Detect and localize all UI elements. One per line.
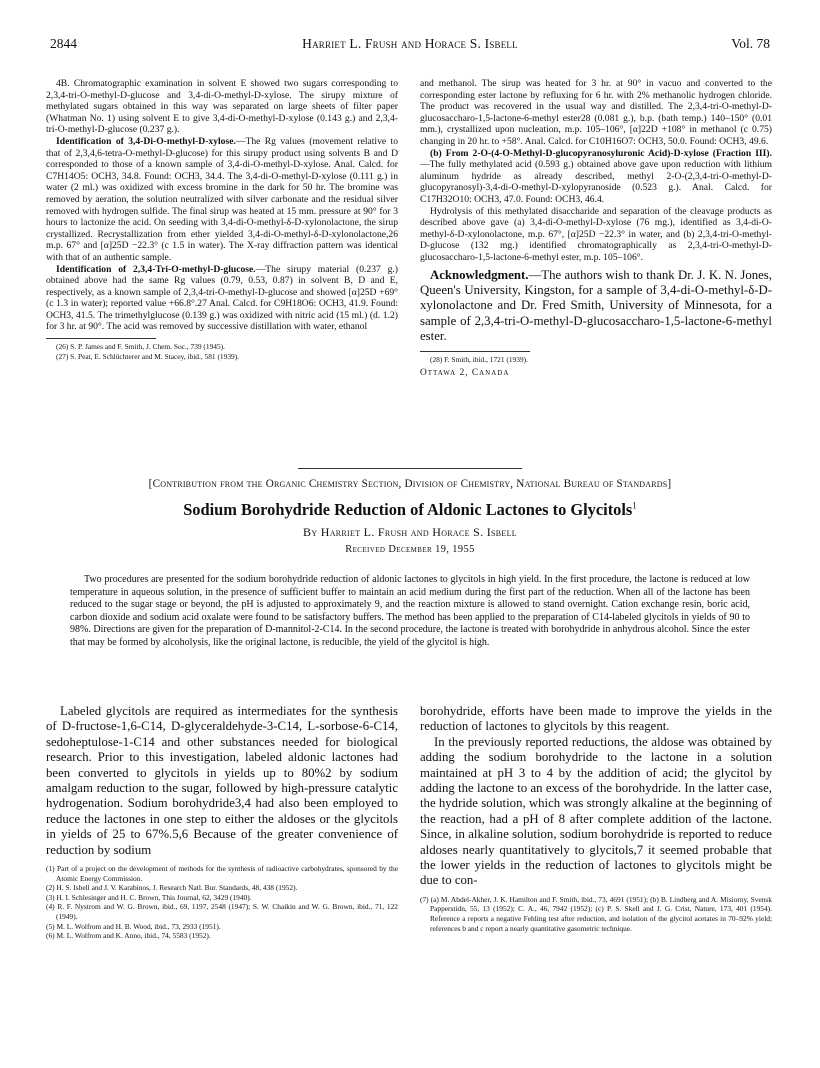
page-number: 2844 bbox=[50, 36, 77, 51]
paragraph bbox=[46, 136, 398, 264]
footnote: (4) R. F. Nystrom and W. G. Brown, ibid., 69, 1197, 2548 (1947); S. W. Chaikin and W. G. Brown, ibid., 71, 122 (1949). bbox=[46, 902, 398, 922]
running-head-authors: Harriet L. Frush and Horace S. Isbell bbox=[302, 36, 518, 51]
paragraph-text: —The fully methylated acid (0.593 g.) obtained above gave upon reduction with lithium aluminum hydride as already described, methyl 2-O-(2,3,4-tri-O-methyl-D-glucopyranosyl)-3,4-di-O-methyl-D-xylopyranoside (0.523 g.). Anal. Calcd. for C17H32O10: OCH3, 47.0. Found: OCH3, 46.4. bbox=[420, 159, 772, 205]
top-right-column bbox=[420, 78, 772, 378]
footnote: (26) S. P. James and F. Smith, J. Chem. Soc., 739 (1945). bbox=[56, 342, 225, 352]
running-header bbox=[50, 36, 770, 56]
title-footnote-mark: 1 bbox=[632, 500, 637, 511]
footnote: (27) S. Peat, E. Schlüchterer and M. Stacey, ibid., 581 (1939). bbox=[56, 351, 240, 361]
paragraph: 4B. Chromatographic examination in solvent E showed two sugars corresponding to 2,3,4-tri-O-methyl-D-glucose and 3,4-di-O-methyl-D-xylose. The sirupy mixture of methylated sugars obtained in this way was separated on large sheets of filter paper (Whatman No. 1) using solvent E to give 3,4-di-O-methyl-D-xylose (0.143 g.) and 2,3,4-tri-O-methyl-D-glucose (0.237 g.). bbox=[46, 78, 398, 136]
received-date: Received December 19, 1955 bbox=[345, 544, 475, 555]
paragraph bbox=[420, 148, 772, 206]
paragraph: In the previously reported reductions, the aldose was obtained by adding the sodium borohydride to the lactone in a solution maintained at pH 3 to 4 by the addition of acid; the glycitol by adding the lactone to an excess of the borohydride. In the latter case, the hydride solution, which was strongly alkaline at the beginning of the reaction, had a pH of 8 after complete addition of the lactone. Since, in alkaline solution, sodium borohydride is reported to reduce aldoses nearly quantitatively to glycitols,7 it seemed probable that the lower yields in the reduction of lactones to glycitols might be due to con- bbox=[420, 734, 772, 888]
abstract: Two procedures are presented for the sodium borohydride reduction of aldonic lactones to glycitols in high yield. In the first procedure, the lactone is reduced at low temperature in aqueous solution, in the presence of sufficient buffer to maintain an acid medium during the first part of the reduction. When all of the lactone has been reduced to the sugar stage or beyond, the pH is adjusted to approximately 9, and the reaction mixture is allowed to stand overnight. Cation exchange resin, boric acid, carbon dioxide and sodium acid oxalate were found to be satisfactory buffers. The method has been applied to the preparation of C14-labeled glycitols in yields of 90 to 98%. Directions are given for the preparation of D-mannitol-2-C14. In the second procedure, the lactone is treated with borohydride in anhydrous alcohol. Since the ester that may be formed by alcoholysis, like the original lactone, is reducible, the yield of the glycitol is high. bbox=[70, 574, 750, 648]
contribution-line: [Contribution from the Organic Chemistry Section, Division of Chemistry, National Bureau of Standards] bbox=[148, 478, 672, 490]
paragraph-text: —The Rg values (movement relative to that of 2,3,4,6-tetra-O-methyl-D-glucose) for this sirupy product using solvents B and D corresponded to those of a known sample of 3,4-di-O-methyl-D-xylose. Anal. Calcd. for C7H14O5: OCH3, 34.8. Found: OCH3, 34.4. The 3,4-di-O-methyl-D-xylose (0.111 g.) in water (2 ml.) was oxidized with excess bromine in the dark for 50 hr. The bromine was removed by aeration, the solution neutralized with silver carbonate and the residual silver removed with hydrogen sulfide. The final sirup was heated at 15 mm. pressure at 90° for 3 hours to lactonize the acid. On seeding with 3,4-di-O-methyl-δ-D-xylonolactone, the sirup crystallized. Recrystallization from ether yielded 3,4-di-O-methyl-δ-D-xylonolactone,26 m.p. 67° and [α]25D −22.3° (c 1.5 in water). The X-ray diffraction pattern was identical with that of an authentic sample. bbox=[46, 135, 399, 263]
subsection-heading: Identification of 2,3,4-Tri-O-methyl-D-glucose. bbox=[56, 263, 256, 275]
footnote: (28) F. Smith, ibid., 1721 (1939). bbox=[430, 354, 528, 364]
byline: By Harriet L. Frush and Horace S. Isbell bbox=[303, 525, 517, 539]
volume-label: Vol. 78 bbox=[731, 36, 770, 51]
footnote: (6) M. L. Wolfrom and K. Anno, ibid., 74, 5583 (1952). bbox=[46, 931, 211, 941]
title-text: Sodium Borohydride Reduction of Aldonic Lactones to Glycitols bbox=[183, 500, 633, 519]
section-separator bbox=[298, 468, 522, 469]
footnote: (3) H. I. Schlesinger and H. C. Brown, This Journal, 62, 3429 (1940). bbox=[46, 892, 252, 902]
paragraph: Hydrolysis of this methylated disaccharide and separation of the cleavage products as described above gave (a) 3,4-di-O-methyl-D-xylose (76 mg.), identified as 3,4-di-O-methyl-δ-D-xylonolactone, m.p. 67°, [α]25D −22.3° in water, and (b) 2,3,4-tri-O-methyl-D-glucose (132 mg.) identified chromatographically as 2,3,4-tri-O-methyl-D-glucosaccharo-1,5-lactone-6-methyl ester, m.p. 105–106°. bbox=[420, 205, 772, 263]
top-left-column bbox=[46, 78, 398, 361]
body-left-column bbox=[46, 704, 398, 941]
acknowledgment bbox=[420, 268, 772, 345]
subsection-heading: Identification of 3,4-Di-O-methyl-D-xylose. bbox=[56, 135, 236, 147]
paragraph-text: —The sirupy material (0.237 g.) obtained above had the same Rg values (0.79, 0.53, 0.87) in solvent B, D and E, respectively, as a known sample of 2,3,4-tri-O-methyl-D-glucose and showed [α]25D +69° (c 1.3 in water); reported value +66.8°.27 Anal. Calcd. for C9H18O6: OCH3, 41.9. Found: OCH3, 41.5. The trimethylglucose (0.139 g.) was oxidized with nitric acid (15 ml.) (d. 1.2) for 3 hr. at 90°. The acid was removed by successive distillation with water, ethanol bbox=[46, 263, 398, 333]
footnote-rule bbox=[46, 338, 156, 339]
article-title bbox=[30, 500, 790, 520]
footnote: (2) H. S. Isbell and J. V. Karabinos, J. Research Natl. Bur. Standards, 48, 438 (1952). bbox=[46, 883, 298, 893]
subsection-heading: (b) From 2-O-(4-O-Methyl-D-glucopyranosyluronic Acid)-D-xylose (Fraction III). bbox=[430, 147, 772, 159]
footnote-rule bbox=[420, 351, 530, 352]
footnote: (5) M. L. Wolfrom and H. B. Wood, ibid., 73, 2933 (1951). bbox=[46, 921, 221, 931]
paragraph: borohydride, efforts have been made to improve the yields in the reduction of lactones to glycitols by this reagent. bbox=[420, 704, 772, 734]
acknowledgment-text: —The authors wish to thank Dr. J. K. N. Jones, Queen's University, Kingston, for a sample of 3,4-di-O-methyl-δ-D-xylonolactone and Dr. Fred Smith, University of Minnesota, for a sample of 2,3,4-tri-O-methyl-D-glucosaccharo-1,5-lactone-6-methyl ester. bbox=[420, 267, 772, 344]
body-right-column bbox=[420, 704, 772, 933]
paragraph: and methanol. The sirup was heated for 3 hr. at 90° in vacuo and converted to the corresponding ester lactone by refluxing for 6 hr. with 2% methanolic hydrogen chloride. The product was recovered in the usual way and distilled. The 2,3,4-tri-O-methyl-D-glucosaccharo-1,5-lactone-6-methyl ester28 (0.081 g.), b.p. (bath temp.) 140–150° (0.01 mm.), crystallized upon nucleation, m.p. 105–106°, [α]22D +108° in methanol (c 0.75) changing in 20 hr. to +58°. Anal. Calcd. for C10H16O7: OCH3, 50.0. Found: OCH3, 49.6. bbox=[420, 78, 772, 147]
acknowledgment-heading: Acknowledgment. bbox=[430, 267, 529, 282]
address: Ottawa 2, Canada bbox=[420, 368, 510, 379]
paragraph bbox=[46, 264, 398, 334]
paragraph: Labeled glycitols are required as intermediates for the synthesis of D-fructose-1,6-C14, D-glyceraldehyde-3-C14, L-sorbose-6-C14, sedoheptulose-1-C14 and other substances needed for biological research. Prior to this investigation, labeled aldonic lactones had been converted to glycitols in yields up to 80%2 by sodium amalgam reduction to the sugar, followed by high-pressure catalytic hydrogenation. Sodium borohydride3,4 had also been employed to reduce the lactones in one step to either the aldoses or the glycitols in yields of 25 to 67%.5,6 Because of the greater convenience of reduction by sodium bbox=[46, 704, 398, 857]
footnote: (1) Part of a project on the development of methods for the synthesis of radioactive carbohydrates, sponsored by the Atomic Energy Commission. bbox=[46, 864, 398, 883]
footnote: (7) (a) M. Abdel-Akher, J. K. Hamilton and F. Smith, ibid., 73, 4691 (1951); (b) B. Lindberg and A. Misiorny, Svensk Papperstidn, 55, 13 (1952); C. A., 46, 7942 (1952); (c) P. S. Skell and J. G. Crist, Nature, 173, 401 (1954). Reference a reports a negative Fehling test after reduction, and isolation of the glycitol acetates in 70–92% yield; references b and c report a nearly quantitative gasometric technique. bbox=[420, 894, 772, 933]
